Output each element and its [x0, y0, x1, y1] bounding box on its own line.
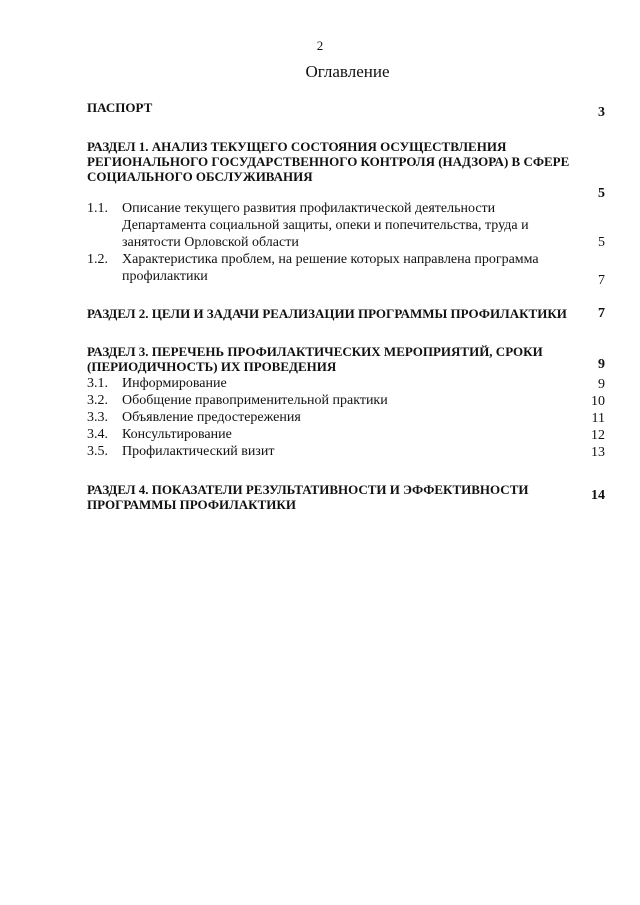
- toc-entry-page: 11: [591, 411, 605, 426]
- toc-entry-number: 3.2.: [87, 393, 108, 408]
- toc-entry-title: Обобщение правоприменительной практики: [122, 393, 388, 408]
- toc-entry-section-4[interactable]: [87, 482, 605, 512]
- toc-entry-section-3[interactable]: [87, 344, 605, 374]
- toc-entry-page: 5: [598, 235, 605, 250]
- toc-entry-title: РАЗДЕЛ 4. ПОКАЗАТЕЛИ РЕЗУЛЬТАТИВНОСТИ И ЭФФЕКТИВНОСТИ ПРОГРАММЫ ПРОФИЛАКТИКИ: [87, 482, 529, 512]
- toc-entry-page: 10: [591, 394, 605, 409]
- toc-entry-title: РАЗДЕЛ 2. ЦЕЛИ И ЗАДАЧИ РЕАЛИЗАЦИИ ПРОГРАММЫ ПРОФИЛАКТИКИ: [87, 306, 567, 321]
- toc-title: Оглавление: [305, 62, 390, 81]
- toc-entry-number: 1.1.: [87, 201, 108, 216]
- toc-entry-page: 7: [598, 306, 605, 321]
- toc-entry-page: 14: [591, 488, 605, 503]
- table-of-contents: [87, 100, 605, 512]
- toc-entry-number: 3.4.: [87, 427, 108, 442]
- toc-entry-title: Описание текущего развития профилактической деятельности Департамента социальной защиты, опеки и попечительства, труда и занятости Орловской области: [122, 201, 529, 250]
- toc-entry-title: Объявление предостережения: [122, 410, 301, 425]
- toc-entry-page: 13: [591, 445, 605, 460]
- toc-entry-title: РАЗДЕЛ 1. АНАЛИЗ ТЕКУЩЕГО СОСТОЯНИЯ ОСУЩЕСТВЛЕНИЯ РЕГИОНАЛЬНОГО ГОСУДАРСТВЕННОГО КОНТРОЛЯ (НАДЗОРА) В СФЕРЕ СОЦИАЛЬНОГО ОБСЛУЖИВАНИЯ: [87, 139, 570, 184]
- toc-entry-number: 3.1.: [87, 376, 108, 391]
- toc-entry-title: ПАСПОРТ: [87, 100, 153, 115]
- toc-entry-3-1[interactable]: [87, 375, 605, 392]
- toc-entry-page: 9: [598, 377, 605, 392]
- toc-entry-1-1[interactable]: [87, 200, 605, 251]
- toc-entry-1-2[interactable]: [87, 251, 605, 288]
- toc-entry-page: 3: [598, 105, 605, 120]
- toc-entry-page: 7: [598, 273, 605, 288]
- toc-entry-number: 3.5.: [87, 444, 108, 459]
- toc-entry-title: Профилактический визит: [122, 444, 275, 459]
- toc-entry-3-3[interactable]: [87, 409, 605, 426]
- toc-entry-3-5[interactable]: [87, 443, 605, 460]
- toc-entry-page: 5: [598, 186, 605, 201]
- toc-entry-number: 3.3.: [87, 410, 108, 425]
- page-number: 2: [316, 38, 324, 53]
- toc-entry-passport[interactable]: [87, 100, 605, 120]
- toc-entry-title: Характеристика проблем, на решение которых направлена программа профилактики: [122, 252, 539, 284]
- toc-entry-section-1[interactable]: [87, 139, 605, 201]
- toc-entry-3-2[interactable]: [87, 392, 605, 409]
- toc-entry-title: Консультирование: [122, 427, 232, 442]
- toc-entry-page: 9: [598, 357, 605, 372]
- toc-entry-page: 12: [591, 428, 605, 443]
- toc-entry-title: Информирование: [122, 376, 227, 391]
- toc-entry-number: 1.2.: [87, 252, 108, 267]
- toc-entry-title: РАЗДЕЛ 3. ПЕРЕЧЕНЬ ПРОФИЛАКТИЧЕСКИХ МЕРОПРИЯТИЙ, СРОКИ (ПЕРИОДИЧНОСТЬ) ИХ ПРОВЕДЕНИЯ: [87, 344, 543, 374]
- toc-entry-3-4[interactable]: [87, 426, 605, 443]
- toc-entry-section-2[interactable]: [87, 306, 605, 321]
